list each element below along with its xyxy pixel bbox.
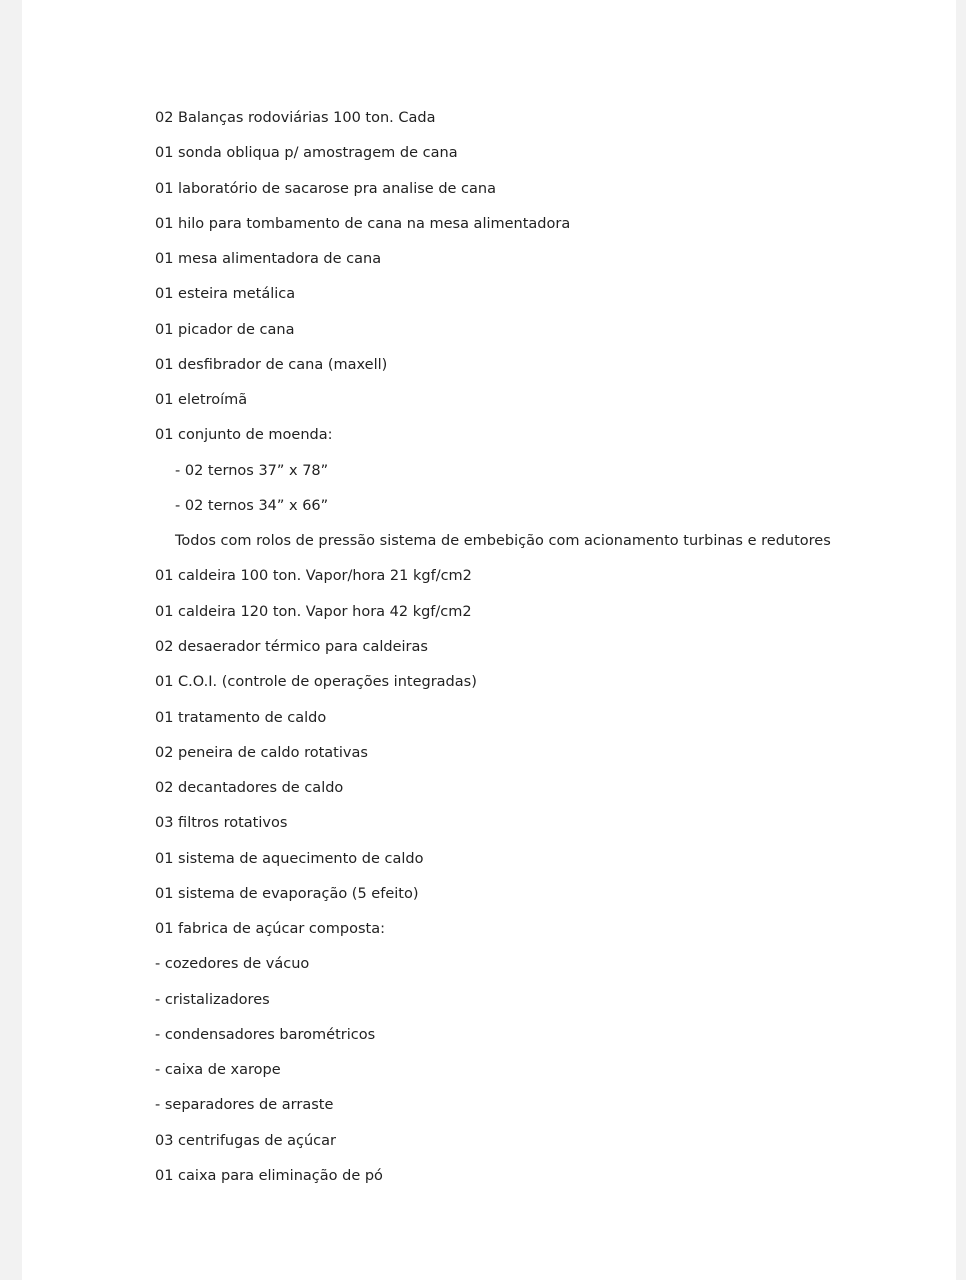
document-line: - 02 ternos 37” x 78” — [175, 462, 329, 479]
document-line: 03 centrifugas de açúcar — [155, 1132, 336, 1149]
equipment-list — [155, 106, 935, 1199]
document-line: 01 C.O.I. (controle de operações integradas) — [155, 674, 477, 691]
document-line: 01 mesa alimentadora de cana — [155, 251, 382, 268]
document-page — [22, 0, 956, 1280]
document-line: - separadores de arraste — [155, 1097, 334, 1114]
document-line: 01 sistema de evaporação (5 efeito) — [155, 885, 419, 902]
document-line: 01 picador de cana — [155, 321, 295, 338]
document-line: 02 decantadores de caldo — [155, 780, 344, 797]
document-line: 02 desaerador térmico para caldeiras — [155, 638, 428, 655]
document-line: - 02 ternos 34” x 66” — [175, 497, 329, 514]
document-line: - cozedores de vácuo — [155, 956, 310, 973]
document-line: 01 sonda obliqua p/ amostragem de cana — [155, 145, 458, 162]
document-line: 01 tratamento de caldo — [155, 709, 327, 726]
document-line: 01 conjunto de moenda: — [155, 427, 333, 444]
document-line: 01 esteira metálica — [155, 286, 296, 303]
document-line: - caixa de xarope — [155, 1062, 281, 1079]
document-line: 01 sistema de aquecimento de caldo — [155, 850, 424, 867]
document-line: 01 caldeira 120 ton. Vapor hora 42 kgf/cm2 — [155, 603, 472, 620]
document-line: 02 Balanças rodoviárias 100 ton. Cada — [155, 110, 436, 126]
document-line: 01 fabrica de açúcar composta: — [155, 921, 385, 938]
document-line: - cristalizadores — [155, 991, 270, 1008]
document-line: 01 laboratório de sacarose pra analise de cana — [155, 180, 496, 197]
document-line: 01 eletroímã — [155, 392, 248, 409]
document-line: 01 hilo para tombamento de cana na mesa alimentadora — [155, 215, 571, 232]
document-line: Todos com rolos de pressão sistema de embebição com acionamento turbinas e redutores — [175, 533, 831, 550]
document-line: - condensadores barométricos — [155, 1026, 376, 1043]
document-line: 01 caixa para eliminação de pó — [155, 1167, 383, 1184]
document-line: 01 desfibrador de cana (maxell) — [155, 356, 388, 373]
document-line: 01 caldeira 100 ton. Vapor/hora 21 kgf/cm2 — [155, 568, 472, 585]
document-line: 03 filtros rotativos — [155, 815, 288, 832]
document-line: 02 peneira de caldo rotativas — [155, 744, 368, 761]
